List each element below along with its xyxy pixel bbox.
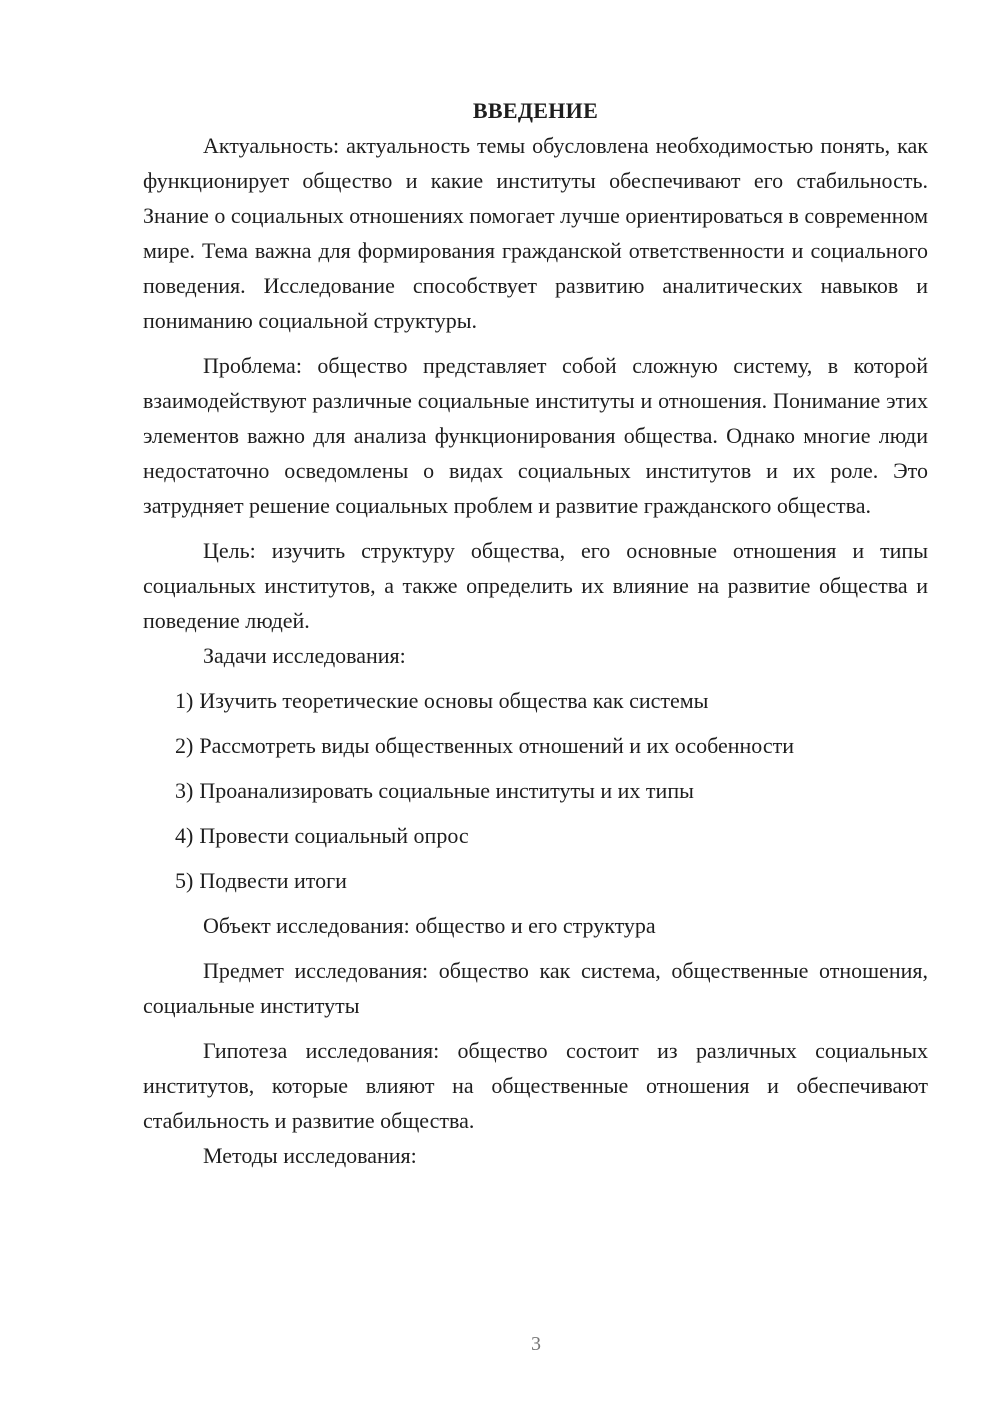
paragraph-object: Объект исследования: общество и его структура — [203, 913, 656, 938]
task-text: Провести социальный опрос — [199, 823, 469, 848]
list-item — [143, 818, 928, 853]
paragraph-hypothesis: Гипотеза исследования: общество состоит из различных социальных институтов, которые влияют на общественные отношения и обеспечивают стабильность и развитие общества. — [143, 1038, 928, 1133]
task-number: 2) — [175, 733, 194, 758]
task-text: Рассмотреть виды общественных отношений и их особенности — [199, 733, 794, 758]
paragraph-problem: Проблема: общество представляет собой сложную систему, в которой взаимодействуют различные социальные институты и отношения. Понимание этих элементов важно для анализа функционирования общества. Однако многие люди недостаточно осведомлены о видах социальных институтов и их роле. Это затрудняет решение социальных проблем и развитие гражданского общества. — [143, 353, 928, 518]
task-number: 5) — [175, 868, 194, 893]
page-number: 3 — [531, 1333, 541, 1355]
list-item — [143, 773, 928, 808]
task-text: Изучить теоретические основы общества как системы — [199, 688, 709, 713]
tasks-heading: Задачи исследования: — [203, 643, 406, 668]
paragraph-goal: Цель: изучить структуру общества, его основные отношения и типы социальных институтов, а также определить их влияние на развитие общества и поведение людей. — [143, 538, 928, 633]
methods-heading: Методы исследования: — [203, 1143, 417, 1168]
task-text: Подвести итоги — [199, 868, 347, 893]
list-item — [143, 728, 928, 763]
page-content — [143, 93, 928, 1173]
task-text: Проанализировать социальные институты и их типы — [199, 778, 694, 803]
list-item — [143, 683, 928, 718]
list-item — [143, 863, 928, 898]
paragraph-relevance: Актуальность: актуальность темы обусловлена необходимостью понять, как функционирует общество и какие институты обеспечивают его стабильность. Знание о социальных отношениях помогает лучше ориентироваться в современном мире. Тема важна для формирования гражданской ответственности и социального поведения. Исследование способствует развитию аналитических навыков и пониманию социальной структуры. — [143, 133, 928, 333]
task-number: 1) — [175, 688, 194, 713]
page-title: ВВЕДЕНИЕ — [472, 98, 599, 123]
paragraph-subject: Предмет исследования: общество как система, общественные отношения, социальные институты — [143, 958, 928, 1018]
tasks-list — [143, 683, 928, 898]
task-number: 4) — [175, 823, 194, 848]
task-number: 3) — [175, 778, 194, 803]
